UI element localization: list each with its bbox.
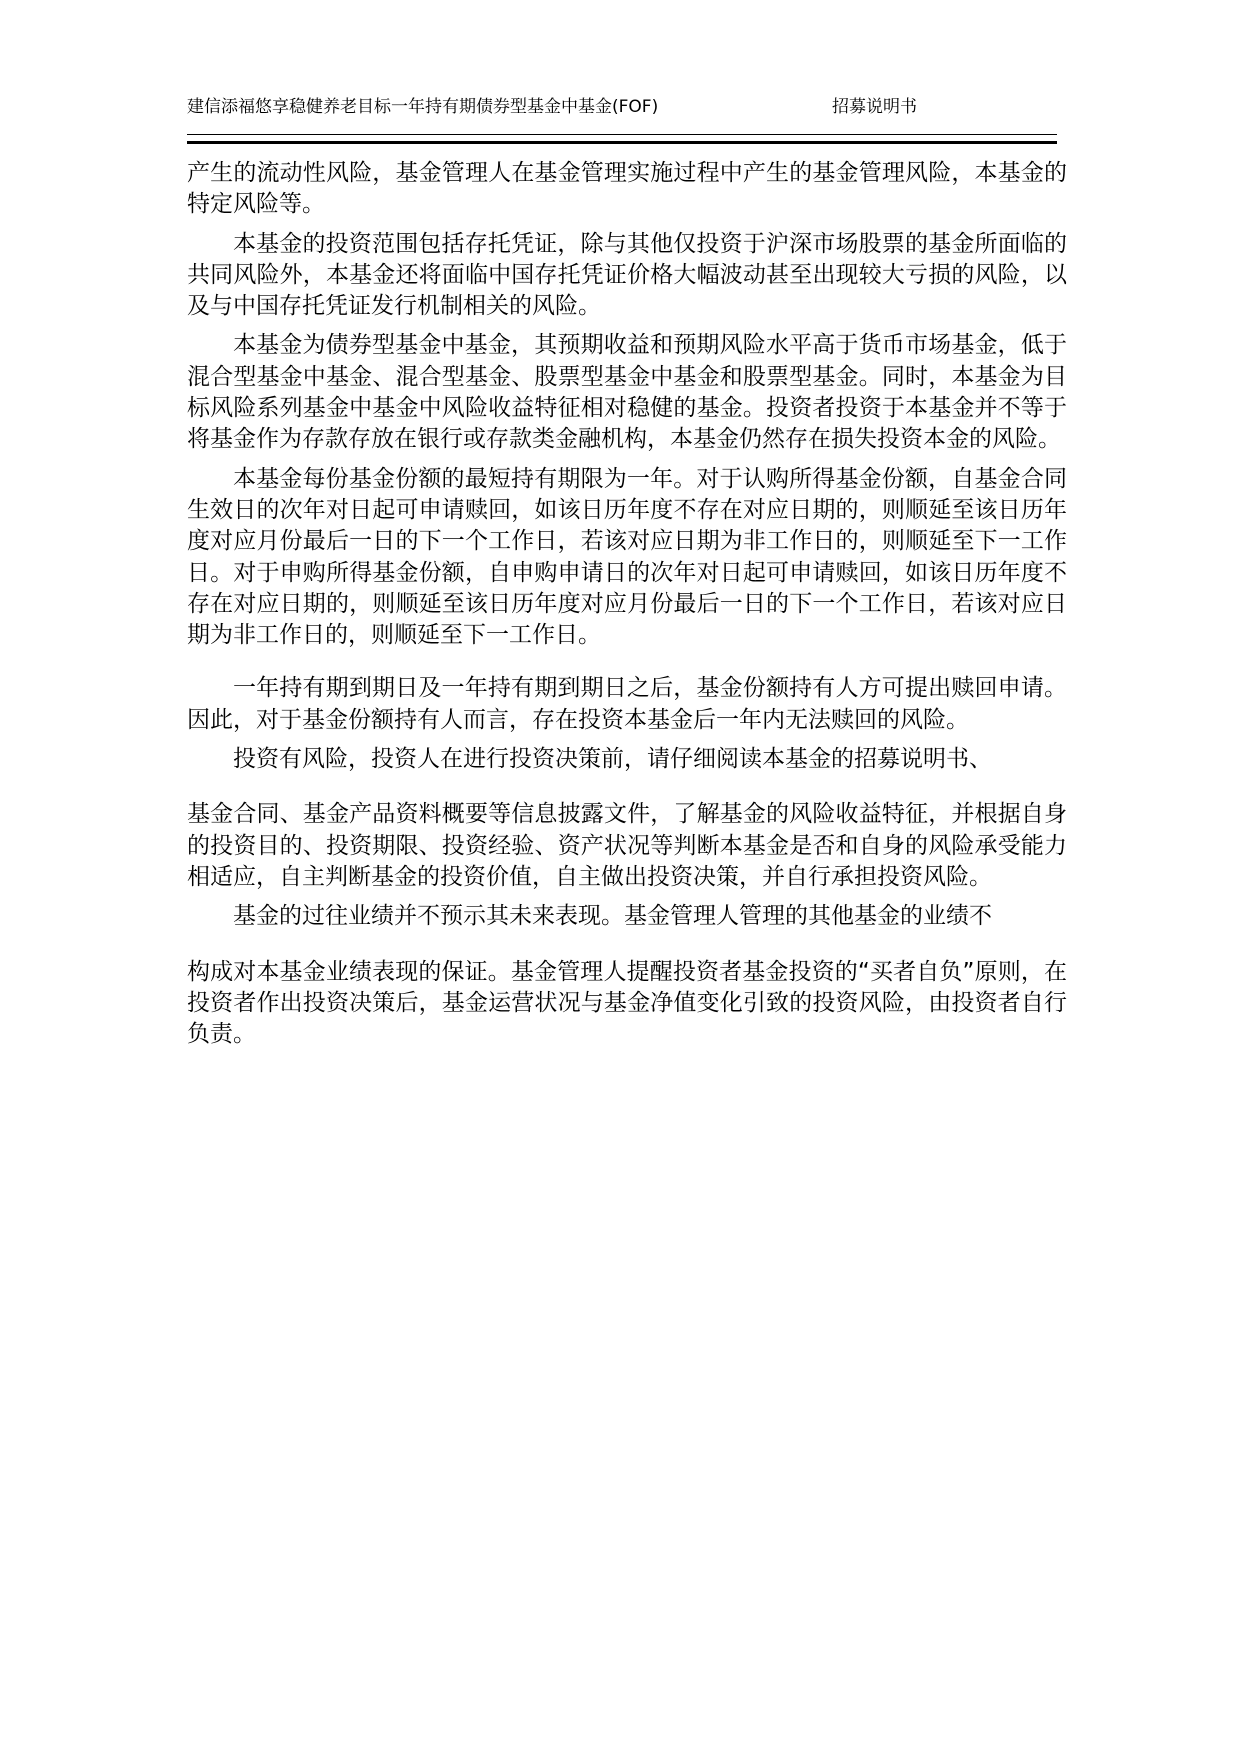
header-rule-thin <box>187 134 1057 135</box>
paragraph-risk-level: 本基金为债券型基金中基金，其预期收益和预期风险水平高于货币市场基金，低于混合型基金中基金、混合型基金、股票型基金中基金和股票型基金。同时，本基金为目标风险系列基金中基金中风险收益特征相对稳健的基金。投资者投资于本基金并不等于将基金作为存款存放在银行或存款类金融机构，本基金仍然存在损失投资本金的风险。 <box>187 332 1067 453</box>
paragraph-depositary-receipts-risk: 本基金的投资范围包括存托凭证，除与其他仅投资于沪深市场股票的基金所面临的共同风险外，本基金还将面临中国存托凭证价格大幅波动甚至出现较大亏损的风险，以及与中国存托凭证发行机制相关的风险。 <box>187 230 1067 320</box>
header-rule-thick <box>187 141 1057 144</box>
page-header <box>187 92 1057 122</box>
header-fund-title: 建信添福悠享稳健养老目标一年持有期债券型基金中基金(FOF) <box>187 97 659 117</box>
paragraph-holding-period: 本基金每份基金份额的最短持有期限为一年。对于认购所得基金份额，自基金合同生效日的次年对日起可申请赎回，如该日历年度不存在对应日期的，则顺延至该日历年度对应月份最后一日的下一个工作日，若该对应日期为非工作日的，则顺延至下一工作日。对于申购所得基金份额，自申购申请日的次年对日起可申请赎回，如该日历年度不存在对应日期的，则顺延至该日历年度对应月份最后一日的下一个工作日，若该对应日期为非工作日的，则顺延至下一工作日。 <box>187 465 1067 649</box>
paragraph-redemption-risk: 一年持有期到期日及一年持有期到期日之后，基金份额持有人方可提出赎回申请。因此，对于基金份额持有人而言，存在投资本基金后一年内无法赎回的风险。 <box>187 675 1067 733</box>
paragraph-investment-risk-start: 投资有风险，投资人在进行投资决策前，请仔细阅读本基金的招募说明书、 <box>233 746 992 773</box>
paragraph-past-performance-start: 基金的过往业绩并不预示其未来表现。基金管理人管理的其他基金的业绩不 <box>233 903 992 930</box>
paragraph-investment-risk-continued: 基金合同、基金产品资料概要等信息披露文件，了解基金的风险收益特征，并根据自身的投资目的、投资期限、投资经验、资产状况等判断本基金是否和自身的风险承受能力相适应，自主判断基金的投资价值，自主做出投资决策，并自行承担投资风险。 <box>187 801 1067 890</box>
paragraph-past-performance-continued: 构成对本基金业绩表现的保证。基金管理人提醒投资者基金投资的“买者自负”原则，在投资者作出投资决策后，基金运营状况与基金净值变化引致的投资风险，由投资者自行负责。 <box>187 958 1067 1048</box>
header-document-type: 招募说明书 <box>832 97 917 117</box>
paragraph-liquidity-risk-continued: 产生的流动性风险，基金管理人在基金管理实施过程中产生的基金管理风险，本基金的特定风险等。 <box>187 160 1067 218</box>
document-body <box>187 158 1067 1050</box>
